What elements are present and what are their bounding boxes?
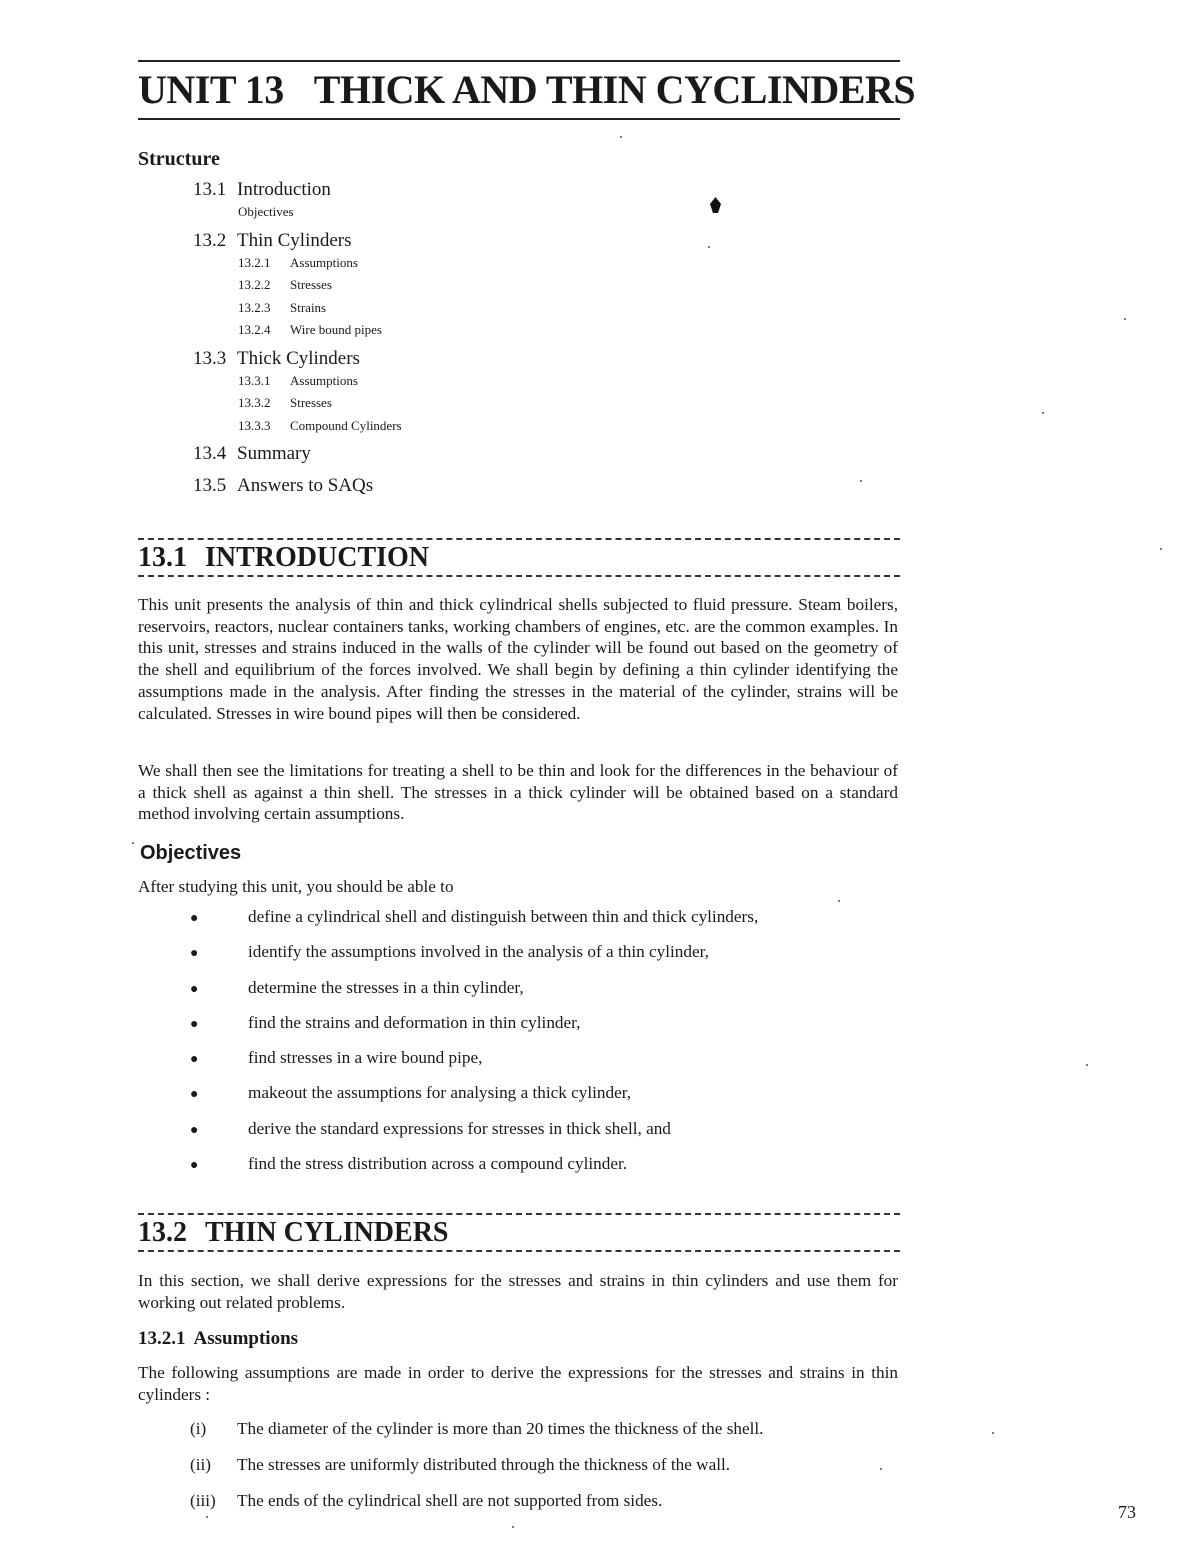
toc-title: Introduction <box>237 179 331 200</box>
toc-entry-13-1 <box>193 178 402 201</box>
section-underline <box>138 575 900 577</box>
toc-title: Thick Cylinders <box>237 347 360 369</box>
assumption-item <box>190 1418 763 1454</box>
subsection-title: Assumptions <box>193 1328 299 1349</box>
table-of-contents <box>193 178 402 497</box>
section-rule <box>138 538 900 540</box>
scan-speck <box>1124 318 1126 320</box>
toc-subentry <box>193 370 402 393</box>
toc-subentry <box>193 201 402 224</box>
scan-speck <box>1042 412 1044 414</box>
scan-speck <box>860 480 862 482</box>
assumptions-lead: The following assumptions are made in order to derive the expressions for the stresses and strains in thin cylinders : <box>138 1363 898 1404</box>
toc-number: 13.5 <box>193 475 227 496</box>
toc-entry-13-3 <box>193 347 402 370</box>
toc-number: 13.3 <box>193 347 227 369</box>
toc-sub-title: Assumptions <box>290 372 358 388</box>
scan-speck <box>992 1432 994 1434</box>
toc-number: 13.1 <box>193 179 227 200</box>
toc-sub-number: 13.2.4 <box>238 322 271 337</box>
toc-subentry <box>193 319 402 342</box>
toc-sub-number: 13.2.1 <box>238 254 271 270</box>
assumption-item <box>190 1454 763 1490</box>
section-rule <box>138 1213 900 1215</box>
scan-speck <box>838 900 840 902</box>
scan-speck <box>132 842 134 844</box>
bullet-icon: ● <box>190 911 199 926</box>
objective-text: determine the stresses in a thin cylinder, <box>248 977 524 997</box>
assumption-text: The stresses are uniformly distributed through the thickness of the wall. <box>237 1455 731 1474</box>
toc-title: Thin Cylinders <box>237 229 352 251</box>
section-number: 13.1 <box>138 542 187 573</box>
objective-text: derive the standard expressions for stresses in thick shell, and <box>248 1118 671 1138</box>
intro-paragraph-2: We shall then see the limitations for treating a shell to be thin and look for the differences in the behaviour of a thick shell as against a thin shell. The stresses in a thick cylinder will be obtained based on a standard method involving certain assumptions. <box>138 761 898 824</box>
structure-heading: Structure <box>138 148 220 170</box>
assumption-text: The diameter of the cylinder is more than 20 times the thickness of the shell. <box>237 1419 764 1438</box>
objective-text: find stresses in a wire bound pipe, <box>248 1048 483 1068</box>
subsection-heading-assumptions <box>138 1328 298 1350</box>
toc-entry-13-2 <box>193 229 402 252</box>
unit-number: UNIT 13 <box>138 67 284 112</box>
section-heading-thin-cylinders <box>138 1217 449 1249</box>
objective-item <box>190 941 758 976</box>
objective-item <box>190 906 758 941</box>
toc-subentry <box>193 392 402 415</box>
toc-entry-13-4 <box>193 442 402 465</box>
objectives-heading: Objectives <box>140 842 242 864</box>
scan-speck <box>206 1516 208 1518</box>
bullet-icon: ● <box>190 1122 199 1138</box>
bullet-icon: ● <box>190 1158 199 1174</box>
scan-speck <box>880 1468 882 1470</box>
toc-subentry <box>193 297 402 320</box>
section-heading-introduction <box>138 542 429 574</box>
toc-sub-title: Wire bound pipes <box>290 322 382 337</box>
top-rule <box>138 60 900 62</box>
section-number: 13.2 <box>138 1217 187 1248</box>
objective-item <box>190 1012 758 1047</box>
assumption-number: (ii) <box>190 1455 211 1474</box>
thin-intro-paragraph: In this section, we shall derive expressions for the stresses and strains in thin cylinders and use them for working out related problems. <box>138 1271 898 1312</box>
unit-title <box>138 66 915 113</box>
scan-speck <box>1160 548 1162 550</box>
section-title-text: INTRODUCTION <box>205 542 430 573</box>
toc-subentry <box>193 274 402 297</box>
objective-item <box>190 1118 758 1153</box>
scan-speck <box>512 1526 514 1528</box>
toc-sub-title: Compound Cylinders <box>290 417 402 433</box>
scan-speck <box>708 246 710 248</box>
scan-speck <box>620 136 622 138</box>
objective-item <box>190 1153 758 1188</box>
toc-sub-title: Objectives <box>238 204 294 219</box>
toc-subentry <box>193 415 402 438</box>
toc-sub-title: Assumptions <box>290 254 358 270</box>
toc-entry-13-5 <box>193 474 402 497</box>
assumption-text: The ends of the cylindrical shell are not supported from sides. <box>237 1491 663 1510</box>
toc-sub-number: 13.2.3 <box>238 299 271 315</box>
toc-number: 13.4 <box>193 443 227 464</box>
toc-sub-title: Stresses <box>290 277 332 292</box>
assumption-item <box>190 1490 763 1526</box>
toc-sub-number: 13.2.2 <box>238 277 271 292</box>
bullet-icon: ● <box>190 981 199 997</box>
objective-item <box>190 1082 758 1117</box>
objective-text: find the strains and deformation in thin cylinder, <box>248 1012 581 1032</box>
objectives-list <box>190 906 758 1188</box>
bullet-icon: ● <box>190 1016 199 1032</box>
toc-sub-number: 13.3.2 <box>238 395 271 410</box>
intro-paragraph-1: This unit presents the analysis of thin and thick cylindrical shells subjected to fluid pressure. Steam boilers, reservoirs, reactors, nuclear containers tanks, working chambers of engines, etc. are the common examples. In this unit, stresses and strains induced in the walls of the cylinder will be found out based on the geometry of the shell and equilibrium of the forces involved. We shall begin by defining a thin cylinder identifying the assumptions made in the analysis. After finding the stresses in the material of the cylinder, strains will be calculated. Stresses in wire bound pipes will then be considered. <box>138 595 898 723</box>
objective-text: define a cylindrical shell and distinguish between thin and thick cylinders, <box>248 907 759 926</box>
assumptions-list <box>190 1418 763 1526</box>
bullet-icon: ● <box>190 1052 199 1068</box>
objective-item <box>190 1047 758 1082</box>
toc-sub-title: Stresses <box>290 395 332 410</box>
section-title-text: THIN CYLINDERS <box>205 1217 449 1248</box>
toc-sub-number: 13.3.1 <box>238 372 271 388</box>
toc-sub-number: 13.3.3 <box>238 417 271 433</box>
section-underline <box>138 1250 900 1252</box>
toc-number: 13.2 <box>193 229 227 251</box>
toc-subentry <box>193 252 402 275</box>
toc-title: Answers to SAQs <box>237 475 374 496</box>
title-underline <box>138 118 900 120</box>
objective-text: find the stress distribution across a compound cylinder. <box>248 1154 628 1174</box>
toc-title: Summary <box>237 443 311 464</box>
bullet-icon: ● <box>190 1087 199 1103</box>
toc-sub-title: Strains <box>290 299 327 315</box>
assumption-number: (iii) <box>190 1491 216 1510</box>
objectives-lead: After studying this unit, you should be able to <box>138 877 454 896</box>
page-number: 73 <box>1118 1502 1136 1522</box>
scan-speck <box>1086 1064 1088 1066</box>
subsection-number: 13.2.1 <box>138 1328 186 1349</box>
unit-title-text: THICK AND THIN CYCLINDERS <box>313 67 916 112</box>
objective-text: identify the assumptions involved in the analysis of a thin cylinder, <box>248 942 709 962</box>
ink-blot-icon <box>710 197 721 213</box>
assumption-number: (i) <box>190 1419 207 1438</box>
objective-item <box>190 977 758 1012</box>
objective-text: makeout the assumptions for analysing a thick cylinder, <box>248 1083 632 1103</box>
bullet-icon: ● <box>190 946 199 962</box>
